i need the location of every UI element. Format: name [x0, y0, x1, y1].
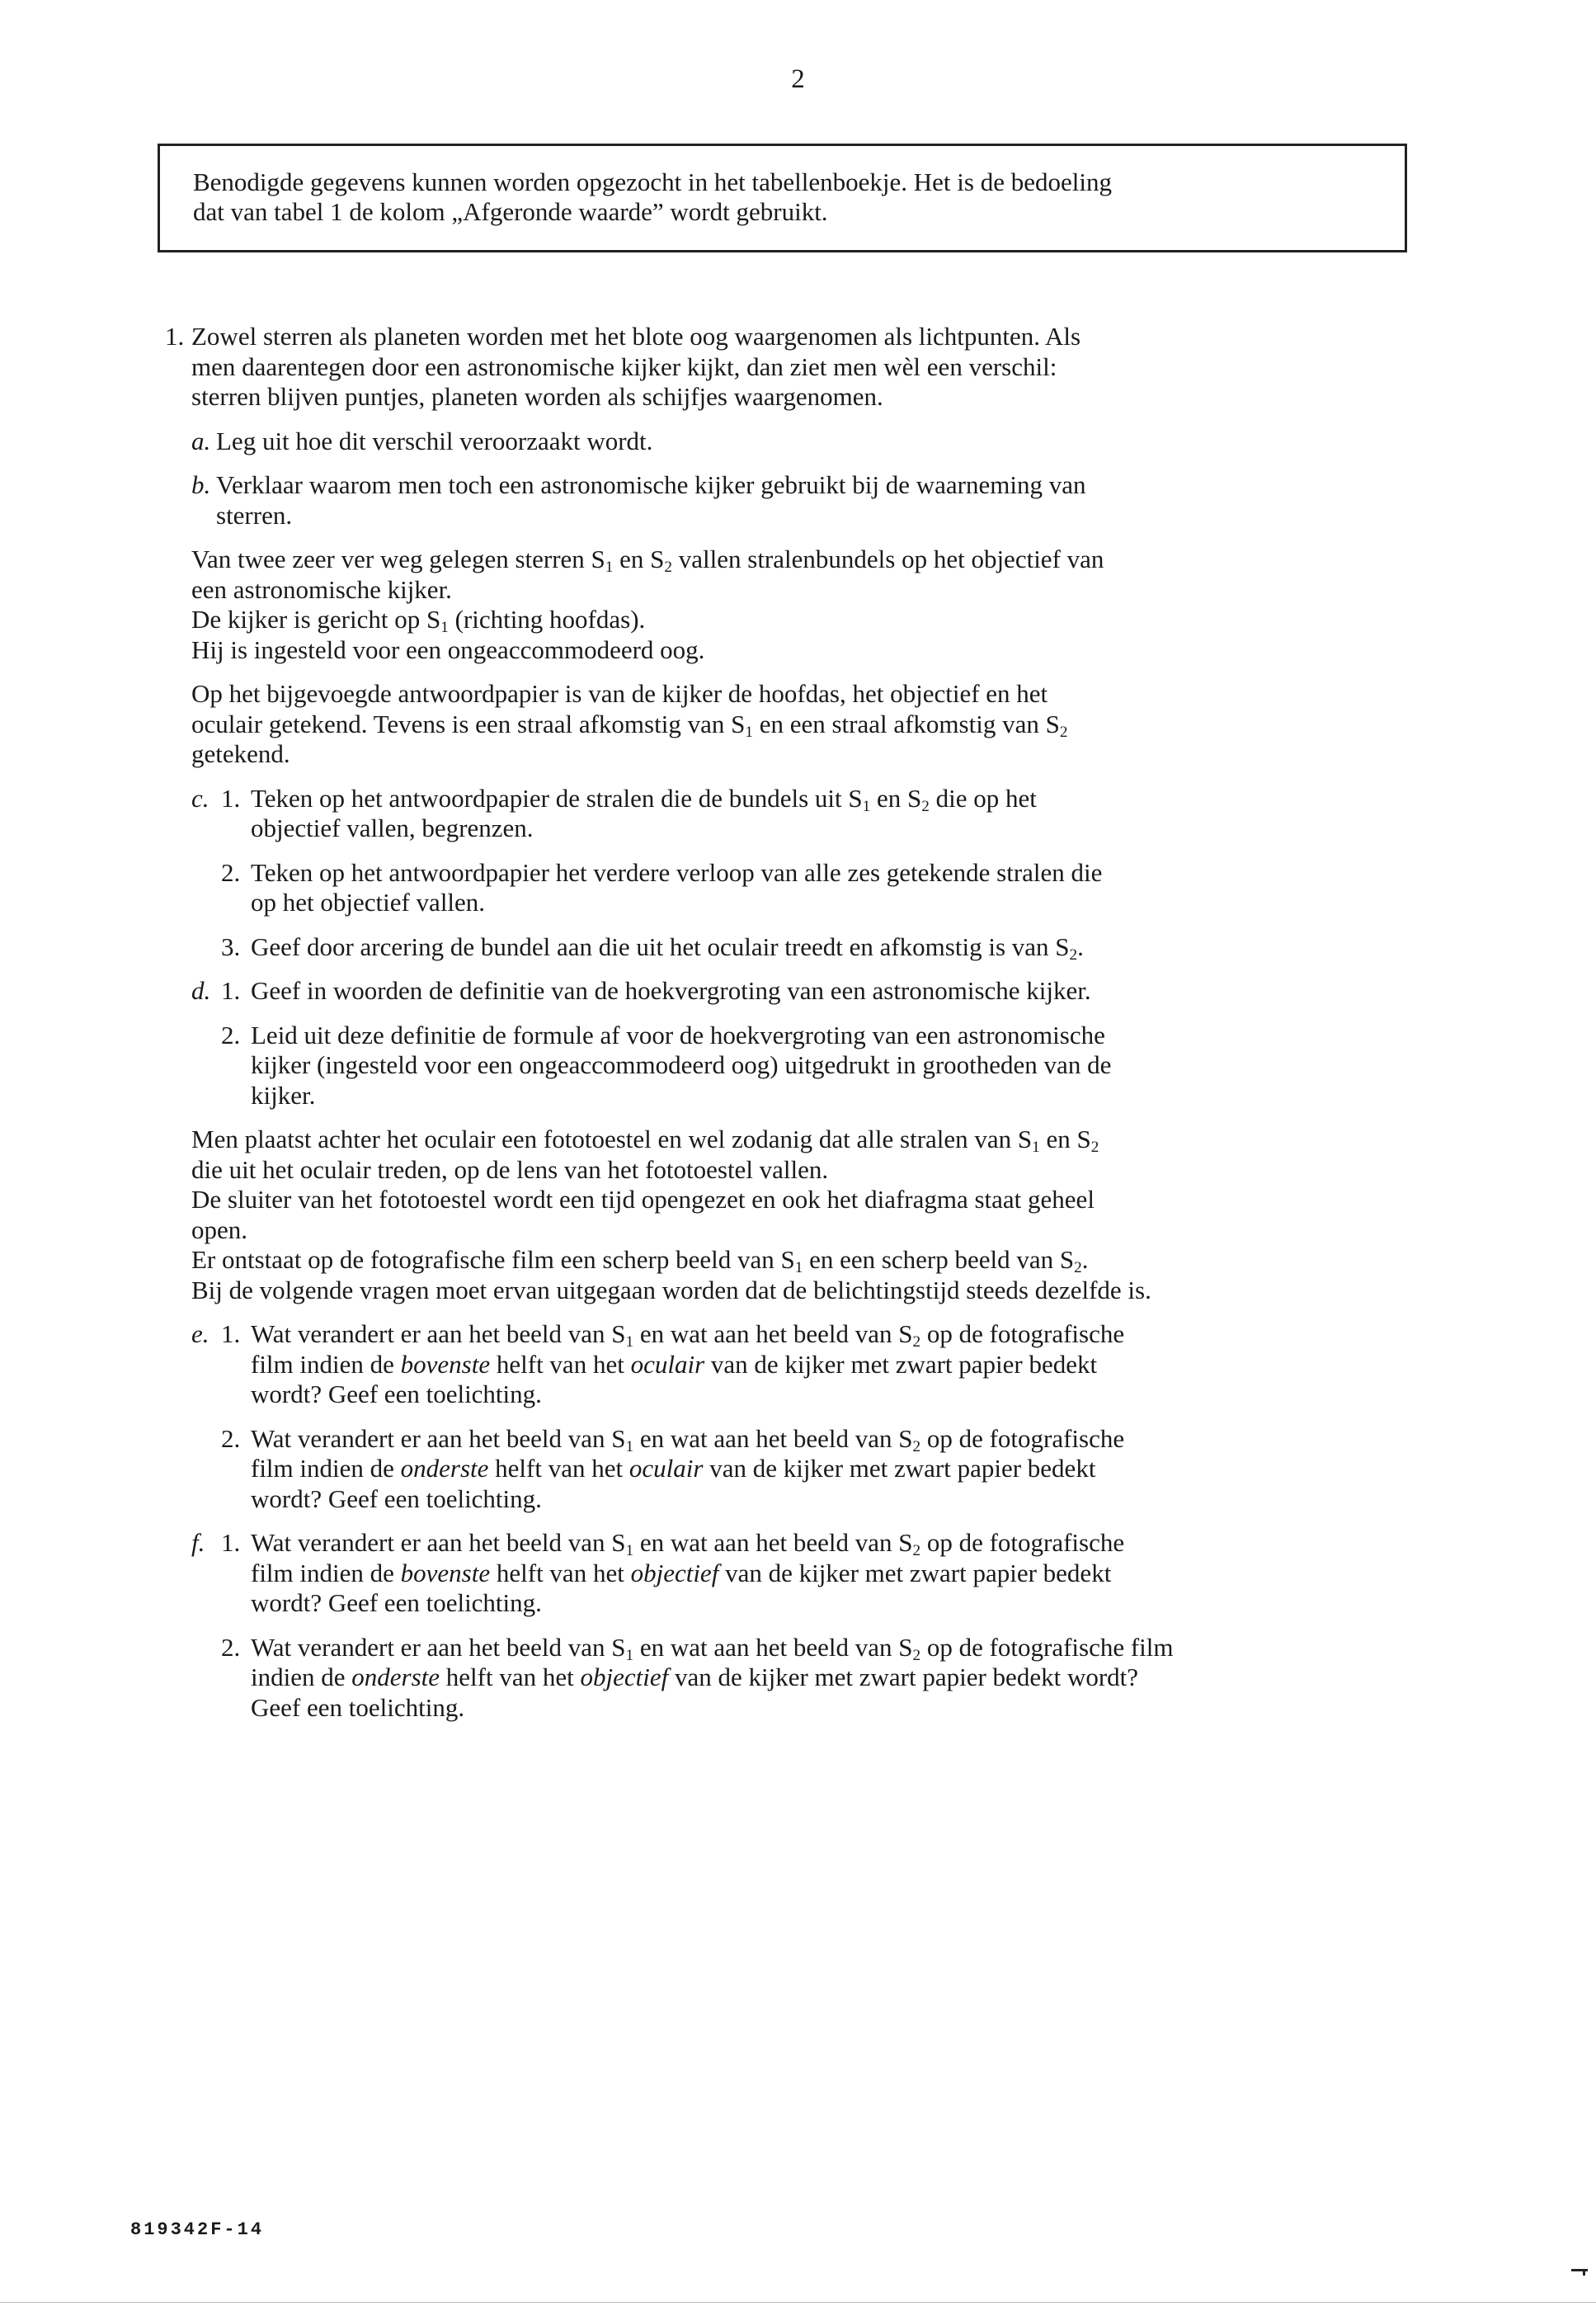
subquestion-d-2 [191, 1021, 1478, 1111]
text-line: objectief vallen, begrenzen. [251, 814, 534, 842]
paragraph-answer-sheet [191, 679, 1478, 770]
text-line: Teken op het antwoordpapier de stralen die de bundels uit $S_1$ en $S_2$ die op het [251, 783, 1037, 815]
text-line: De sluiter van het fototoestel wordt een tijd opengezet en ook het diafragma staat geheel [191, 1185, 1095, 1214]
bottom-edge-line [0, 2302, 1596, 2303]
item-number: 1. [221, 1319, 241, 1348]
text-line: kijker. [251, 1080, 316, 1110]
subquestion-letter: e. [191, 1319, 210, 1348]
subquestion-letter: f. [191, 1528, 205, 1557]
text-line: die uit het oculair treden, op de lens van het fototoestel vallen. [191, 1154, 829, 1184]
item-number: 2. [221, 1423, 241, 1453]
text-line: Leg uit hoe dit verschil veroorzaakt wordt. [216, 426, 653, 455]
text-line: Geef een toelichting. [251, 1692, 465, 1722]
item-number: 3. [221, 931, 241, 961]
notice-line: Benodigde gegevens kunnen worden opgezocht in het tabellenboekje. Het is de bedoeling [193, 167, 1112, 196]
subquestion-e-2 [191, 1424, 1478, 1515]
text-line: getekend. [191, 739, 290, 768]
text-line: Wat verandert er aan het beeld van $S_1$ en wat aan het beeld van $S_2$ op de fotografische [251, 1319, 1125, 1351]
text-line: Wat verandert er aan het beeld van $S_1$ en wat aan het beeld van $S_2$ op de fotografische [251, 1423, 1125, 1455]
notice-box [158, 144, 1407, 252]
subquestion-d-1 [191, 976, 1478, 1007]
scan-corner-mark [1571, 2266, 1589, 2274]
question-content [165, 322, 1478, 1723]
subquestion-letter: a. [191, 426, 211, 455]
text-line: wordt? Geef een toelichting. [251, 1380, 542, 1408]
item-number: 1. [221, 976, 241, 1005]
text-line: Zowel sterren als planeten worden met het blote oog waargenomen als lichtpunten. Als [191, 322, 1081, 351]
item-number: 1. [221, 1528, 241, 1557]
text-line: Wat verandert er aan het beeld van $S_1$ en wat aan het beeld van $S_2$ op de fotografische [251, 1528, 1125, 1559]
question-1-intro [165, 322, 1478, 413]
text-line: Bij de volgende vragen moet ervan uitgegaan worden dat de belichtingstijd steeds dezelfde is. [191, 1275, 1151, 1304]
notice-line: dat van tabel 1 de kolom „Afgeronde waarde” wordt gebruikt. [193, 197, 828, 226]
item-number: 2. [221, 1020, 241, 1049]
text-line: Leid uit deze definitie de formule af voor de hoekvergroting van een astronomische [251, 1020, 1105, 1049]
text-line: sterren blijven puntjes, planeten worden als schijfjes waargenomen. [191, 382, 883, 411]
item-number: 1. [221, 783, 241, 813]
subquestion-c-3 [191, 932, 1478, 963]
page-number: 2 [791, 64, 805, 94]
document-code: 819342F-14 [130, 2219, 265, 2240]
text-line: film indien de onderste helft van het oculair van de kijker met zwart papier bedekt [251, 1454, 1096, 1483]
subquestion-f-2 [191, 1633, 1478, 1724]
text-line: Verklaar waarom men toch een astronomische kijker gebruikt bij de waarneming van [216, 470, 1086, 499]
text-line: Geef in woorden de definitie van de hoekvergroting van een astronomische kijker. [251, 976, 1091, 1005]
text-line: film indien de bovenste helft van het objectief van de kijker met zwart papier bedekt [251, 1558, 1112, 1587]
text-line: indien de onderste helft van het objectief van de kijker met zwart papier bedekt wordt? [251, 1663, 1139, 1691]
text-line: oculair getekend. Tevens is een straal afkomstig van $S_1$ en een straal afkomstig van $S_2$ [191, 709, 1068, 741]
question-number: 1. [165, 322, 185, 351]
text-line: sterren. [216, 500, 293, 530]
paragraph-setup [191, 545, 1478, 665]
subquestion-c-1 [191, 784, 1478, 844]
text-line: Teken op het antwoordpapier het verdere verloop van alle zes getekende stralen die [251, 857, 1103, 887]
text-line: men daarentegen door een astronomische kijker kijkt, dan ziet men wèl een verschil: [191, 351, 1057, 381]
subquestion-letter: b. [191, 470, 211, 499]
subquestion-a [191, 427, 1478, 457]
subquestion-letter: d. [191, 976, 211, 1005]
subquestion-c-2 [191, 858, 1478, 918]
paragraph-camera [191, 1125, 1478, 1305]
text-line: op het objectief vallen. [251, 888, 486, 917]
text-line: film indien de bovenste helft van het oculair van de kijker met zwart papier bedekt [251, 1349, 1098, 1379]
text-line: wordt? Geef een toelichting. [251, 1588, 542, 1617]
text-line: een astronomische kijker. [191, 574, 452, 604]
subquestion-f-1 [191, 1528, 1478, 1619]
text-line: Er ontstaat op de fotografische film een scherp beeld van $S_1$ en een scherp beeld van $S_2$. [191, 1245, 1089, 1276]
text-line: Op het bijgevoegde antwoordpapier is van de kijker de hoofdas, het objectief en het [191, 679, 1048, 708]
text-line: kijker (ingesteld voor een ongeaccommodeerd oog) uitgedrukt in grootheden van de [251, 1050, 1112, 1079]
subquestion-b [191, 470, 1478, 531]
subquestion-letter: c. [191, 783, 210, 813]
item-number: 2. [221, 1632, 241, 1662]
text-line: wordt? Geef een toelichting. [251, 1483, 542, 1513]
text-line: Geef door arcering de bundel aan die uit het oculair treedt en afkomstig is van $S_2$. [251, 931, 1084, 964]
item-number: 2. [221, 857, 241, 887]
text-line: De kijker is gericht op $S_1$ (richting hoofdas). [191, 605, 646, 636]
text-line: Men plaatst achter het oculair een fototoestel en wel zodanig dat alle stralen van $S_1$ en $S_2$ [191, 1125, 1099, 1156]
text-line: open. [191, 1214, 248, 1244]
text-line: Wat verandert er aan het beeld van $S_1$ en wat aan het beeld van $S_2$ op de fotografische film [251, 1632, 1174, 1664]
subquestion-e-1 [191, 1319, 1478, 1410]
text-line: Van twee zeer ver weg gelegen sterren $S_1$ en $S_2$ vallen stralenbundels op het objectief van [191, 545, 1104, 576]
text-line: Hij is ingesteld voor een ongeaccommodeerd oog. [191, 634, 705, 664]
